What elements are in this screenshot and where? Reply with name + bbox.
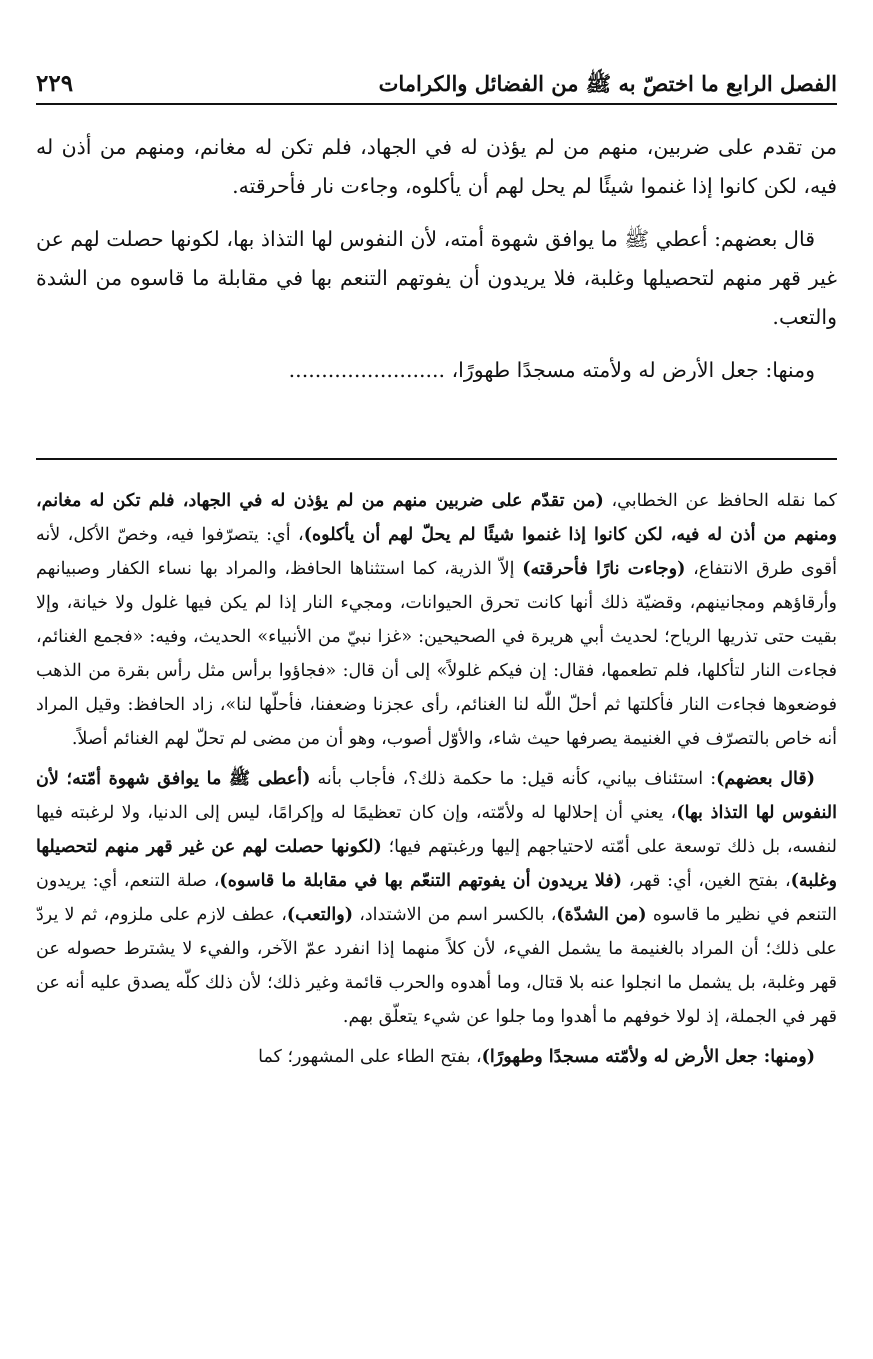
section-divider bbox=[36, 458, 837, 460]
quoted-main-text: (أعطى ﷺ ما يوافق شهوة أمّته؛ لأن النفوس لها التذاذ بها) bbox=[36, 769, 837, 823]
commentary-text-span: : استئناف بياني، كأنه قيل: ما حكمة ذلك؟، فأجاب بأنه bbox=[310, 769, 717, 789]
quoted-main-text: (فلا يريدون أن يفوتهم التنعّم بها في مقابلة ما قاسوه) bbox=[219, 871, 622, 891]
quoted-main-text: (قال بعضهم) bbox=[716, 769, 815, 789]
commentary-paragraph-1 bbox=[36, 484, 837, 756]
commentary-text-span: كما نقله الحافظ عن الخطابي، bbox=[603, 491, 838, 511]
quoted-main-text: (من الشدّة) bbox=[556, 905, 647, 925]
header-title: الفصل الرابع ما اختصّ به ﷺ من الفضائل والكرامات bbox=[378, 71, 837, 96]
main-paragraph-1: من تقدم على ضربين، منهم من لم يؤذن له في الجهاد، فلم تكن له مغانم، ومنهم من أذن له فيه، لكن كانوا إذا غنموا شيئًا لم يحل لهم أن يأكلوه، وجاءت نار فأحرقته. bbox=[36, 135, 837, 198]
header-divider bbox=[36, 103, 837, 105]
commentary-text bbox=[36, 484, 837, 1080]
commentary-paragraph-3 bbox=[36, 1040, 837, 1074]
main-text bbox=[36, 128, 837, 404]
main-paragraph-2: قال بعضهم: أعطي ﷺ ما يوافق شهوة أمته، لأن النفوس لها التذاذ بها، لكونها حصلت لهم عن غير قهر منهم لتحصيلها وغلبة، فلا يريدون أن يفوتهم التنعم بها في مقابلة ما قاسوه من الشدة والتعب. bbox=[36, 227, 837, 329]
main-paragraph-3: ومنها: جعل الأرض له ولأمته مسجدًا طهورًا، ........................ bbox=[288, 358, 815, 382]
commentary-text-span: إلاّ الذرية، كما استثناها الحافظ، والمراد بها نساء الكفار وصبيانهم وأرقاؤهم ومجانينهم، وقضيّة ذلك أنها كانت تحرق الحيوانات، ومجيء النار إذا لم يكن فيها غلول ولا خيانة، وإلا بقيت حتى تذريها الرياح؛ لحديث أبي هريرة في الصحيحين: «غزا نبيّ من الأنبياء» الحديث، وفيه: «فجمع الغنائم، فجاءت النار لتأكلها، فلم تطعمها، فقال: إن فيكم غلولاً» إلى أن قال: «فجاؤوا برأس مثل رأس بقرة من الذهب فوضعوها فجاءت النار فأكلتها ثم أحلّ اللّٰه لنا الغنائم، رأى عجزنا وضعفنا، فأحلّها لنا»، زاد الحافظ: وقيل المراد أنه خاص بالتصرّف في الغنيمة يصرفها حيث شاء، والأوّل أصوب، وهو أن من مضى لم تحلّ لهم الغنائم أصلاً. bbox=[36, 559, 837, 749]
commentary-text-span: ، بفتح الطاء على المشهور؛ كما bbox=[258, 1047, 482, 1067]
commentary-text-span: ، صلة التنعم، أي: يريدون التنعم في نظير ما قاسوه bbox=[36, 871, 837, 925]
quoted-main-text: (والتعب) bbox=[286, 905, 353, 925]
page-number: ٢٢٩ bbox=[36, 70, 74, 97]
quoted-main-text: (ومنها: جعل الأرض له ولأمّته مسجدًا وطهورًا) bbox=[481, 1047, 815, 1067]
quoted-main-text: (لكونها حصلت لهم عن غير قهر منهم لتحصيلها وغلبة) bbox=[36, 837, 837, 891]
quoted-main-text: (وجاءت نارًا فأحرقته) bbox=[522, 559, 686, 579]
commentary-text-span: ، بفتح الغين، أي: قهر، bbox=[621, 871, 791, 891]
commentary-text-span: ، عطف لازم على ملزوم، ثم لا يردّ على ذلك؛ أن المراد بالغنيمة ما يشمل الفيء، لأن كلاً منهما إذا انفرد عمّ الآخر، والفيء لا يشترط حصوله عن قهر وغلبة، بل يشمل ما انجلوا عنه بلا قتال، وما أهدوه والحرب قائمة وغير ذلك؛ لأن ذلك كلّه يصدق عليه أنه عن قهر في الجملة، إذ لولا خوفهم ما أهدوا وما جلوا عن شيء يتعلّق بهم. bbox=[36, 905, 837, 1027]
commentary-text-span: ، يعني أن إحلالها له ولأمّته، وإن كان تعظيمًا له وإكرامًا، ليس إلى الدنيا، ولا لرغبته فيها لنفسه، بل ذلك توسعة على أمّته لاحتياجهم إليها ورغبتهم فيها؛ bbox=[36, 803, 837, 857]
quoted-main-text: (من تقدّم على ضربين منهم من لم يؤذن له في الجهاد، فلم تكن له مغانم، ومنهم من أذن له فيه، لكن كانوا إذا غنموا شيئًا لم يحلّ لهم أن يأكلوه) bbox=[36, 491, 837, 545]
commentary-text-span: ، بالكسر اسم من الاشتداد، bbox=[352, 905, 557, 925]
running-header bbox=[36, 52, 837, 98]
commentary-paragraph-2 bbox=[36, 762, 837, 1034]
commentary-text-span: ، أي: يتصرّفوا فيه، وخصّ الأكل، لأنه أقوى طرق الانتفاع، bbox=[36, 525, 837, 579]
